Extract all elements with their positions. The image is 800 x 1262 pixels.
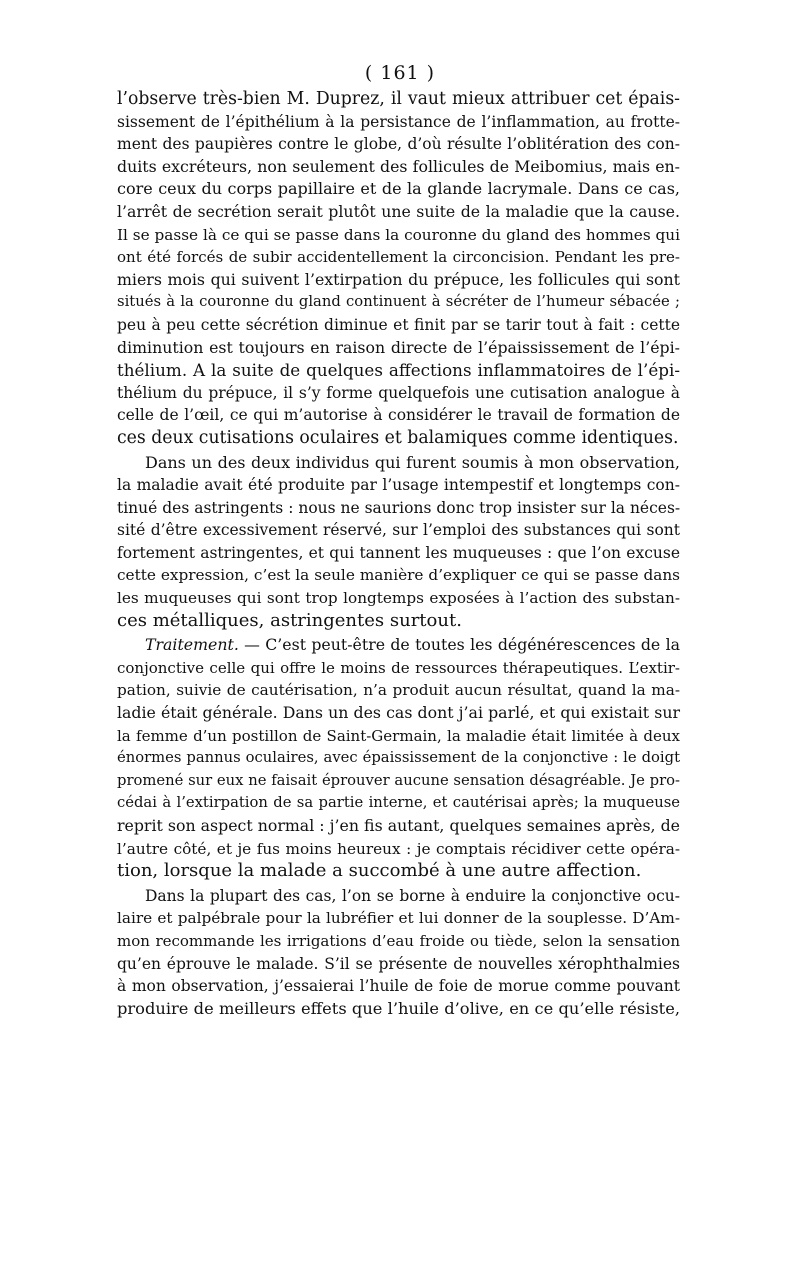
text-line: pation, suivie de cautérisation, n’a produit aucun résultat, quand la ma- bbox=[117, 681, 680, 700]
text-line: l’autre côté, et je fus moins heureux : je comptais récidiver cette opéra- bbox=[117, 839, 680, 858]
text-line: diminution est toujours en raison directe de l’épaississement de l’épi- bbox=[117, 337, 680, 357]
text-line: promené sur eux ne faisait éprouver aucune sensation désagréable. Je pro- bbox=[117, 771, 680, 789]
text-line: qu’en éprouve le malade. S’il se présente de nouvelles xérophthalmies bbox=[117, 954, 680, 973]
page-number: ( 161 ) bbox=[364, 62, 436, 84]
text-line: l’arrêt de secrétion serait plutôt une suite de la maladie que la cause. bbox=[117, 201, 680, 221]
text-line: la femme d’un postillon de Saint-Germain, la maladie était limitée à deux bbox=[117, 726, 680, 745]
text-line: à mon observation, j’essaierai l’huile de foie de morue comme pouvant bbox=[117, 977, 680, 996]
text-line: laire et palpébrale pour la lubréfier et lui donner de la souplesse. D’Am- bbox=[117, 909, 680, 928]
text-line: reprit son aspect normal : j’en fis autant, quelques semaines après, de bbox=[117, 816, 680, 835]
text-line: ces métalliques, astringentes surtout. bbox=[117, 609, 462, 631]
text-line: la maladie avait été produite par l’usage intempestif et longtemps con- bbox=[117, 476, 680, 495]
text-line: ment des paupières contre le globe, d’où résulte l’oblitération des con- bbox=[117, 135, 680, 154]
text-line: mon recommande les irrigations d’eau froide ou tiède, selon la sensation bbox=[117, 931, 680, 950]
text-line: miers mois qui suivent l’extirpation du prépuce, les follicules qui sont bbox=[117, 269, 680, 289]
paragraph-2 bbox=[117, 452, 680, 633]
paragraph-4 bbox=[117, 885, 680, 1021]
text-line: fortement astringentes, et qui tannent les muqueuses : que l’on excuse bbox=[117, 543, 680, 562]
text-line: tion, lorsque la malade a succombé à une autre affection. bbox=[117, 860, 642, 882]
text-line: tinué des astringents : nous ne saurions donc trop insister sur la néces- bbox=[117, 498, 681, 517]
text-line: cette expression, c’est la seule manière d’expliquer ce qui se passe dans bbox=[117, 566, 680, 585]
text-line: ladie était générale. Dans un des cas dont j’ai parlé, et qui existait sur bbox=[117, 703, 680, 723]
text-line: conjonctive celle qui offre le moins de ressources thérapeutiques. L’extir- bbox=[117, 658, 680, 677]
section-label: Traitement. bbox=[145, 635, 239, 655]
text-line: les muqueuses qui sont trop longtemps exposées à l’action des substan- bbox=[117, 589, 680, 608]
text-line: Il se passe là ce qui se passe dans la couronne du gland des hommes qui bbox=[117, 225, 680, 244]
text-line: celle de l’œil, ce qui m’autorise à considérer le travail de formation de bbox=[117, 406, 680, 425]
text-line bbox=[117, 634, 680, 657]
text-line: sité d’être excessivement réservé, sur l’emploi des substances qui sont bbox=[117, 521, 680, 540]
text-line: produire de meilleurs effets que l’huile d’olive, en ce qu’elle résiste, bbox=[117, 998, 680, 1018]
text-line: thélium. A la suite de quelques affections inflammatoires de l’épi- bbox=[117, 360, 680, 381]
text-line: Dans la plupart des cas, l’on se borne à enduire la conjonctive ocu- bbox=[145, 886, 680, 905]
text-line: Dans un des deux individus qui furent soumis à mon observation, bbox=[145, 452, 680, 472]
text-line: ont été forcés de subir accidentellement la circoncision. Pendant les pre- bbox=[117, 248, 680, 267]
text-line: cédai à l’extirpation de sa partie interne, et cautérisai après; la muqueuse bbox=[117, 794, 680, 812]
text-line: thélium du prépuce, il s’y forme quelquefois une cutisation analogue à bbox=[117, 383, 680, 402]
text-line: énormes pannus oculaires, avec épaississement de la conjonctive : le doigt bbox=[117, 749, 680, 767]
paragraph-traitement bbox=[117, 634, 680, 883]
text-line: situés à la couronne du gland continuent à sécréter de l’humeur sébacée ; bbox=[117, 293, 680, 311]
text-line: ces deux cutisations oculaires et balamiques comme identiques. bbox=[117, 427, 679, 448]
text-line: duits excréteurs, non seulement des follicules de Meibomius, mais en- bbox=[117, 156, 680, 176]
paragraph-1 bbox=[117, 88, 680, 450]
text-line: sissement de l’épithélium à la persistance de l’inflammation, au frotte- bbox=[117, 112, 680, 131]
text-line: core ceux du corps papillaire et de la glande lacrymale. Dans ce cas, bbox=[117, 179, 680, 199]
text-line: peu à peu cette sécrétion diminue et finit par se tarir tout à fait : cette bbox=[117, 315, 680, 334]
text-fragment: — C’est peut-être de toutes les dégénérescences de la bbox=[238, 635, 680, 655]
body-text bbox=[117, 88, 680, 1020]
text-line: l’observe très-bien M. Duprez, il vaut mieux attribuer cet épais- bbox=[117, 89, 680, 109]
